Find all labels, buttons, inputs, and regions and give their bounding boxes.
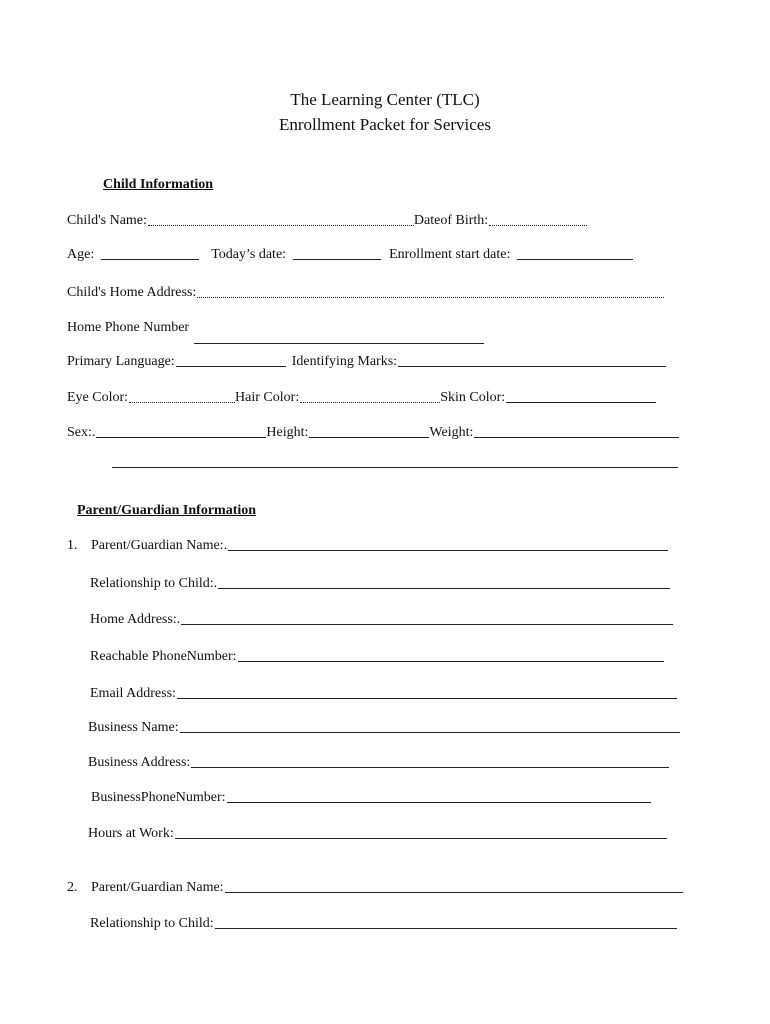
section-divider <box>112 467 678 468</box>
guardian1-business-phone-label: BusinessPhoneNumber: <box>91 790 226 805</box>
childs-name-field[interactable] <box>148 224 414 226</box>
age-label: Age: <box>67 247 95 262</box>
weight-label: Weight: <box>429 425 474 440</box>
guardian2-relationship-field[interactable] <box>215 927 677 929</box>
home-phone-field[interactable] <box>194 342 484 344</box>
age-field[interactable] <box>101 258 199 260</box>
enrollment-start-label: Enrollment start date: <box>389 247 511 262</box>
todays-date-field[interactable] <box>293 258 381 260</box>
guardian1-email-label: Email Address: <box>90 686 176 701</box>
guardian1-business-phone-row <box>91 790 651 806</box>
primary-language-label: Primary Language: <box>67 354 175 369</box>
guardian1-name-field[interactable] <box>228 549 668 551</box>
guardian1-hours-field[interactable] <box>175 837 667 839</box>
guardian1-business-name-field[interactable] <box>180 731 680 733</box>
dob-field[interactable] <box>489 224 587 226</box>
enrollment-start-field[interactable] <box>517 258 633 260</box>
eye-color-field[interactable] <box>129 401 235 403</box>
height-field[interactable] <box>309 436 429 438</box>
hair-color-label: Hair Color: <box>235 390 300 405</box>
guardian2-name-row <box>67 880 683 896</box>
hair-color-field[interactable] <box>300 401 440 403</box>
guardian1-relationship-row <box>90 576 670 592</box>
eye-color-label: Eye Color: <box>67 390 129 405</box>
guardian1-business-address-field[interactable] <box>191 766 669 768</box>
home-phone-row <box>67 320 484 336</box>
identifying-marks-label: Identifying Marks: <box>291 354 398 369</box>
skin-color-field[interactable] <box>506 401 656 403</box>
guardian2-name-label: Parent/Guardian Name: <box>91 880 224 895</box>
dob-label: Dateof Birth: <box>413 213 489 228</box>
guardian1-phone-label: Reachable PhoneNumber: <box>90 649 237 664</box>
guardian1-hours-row <box>88 826 667 842</box>
guardian1-number: 1. <box>67 538 78 553</box>
child-information-heading: Child Information <box>103 177 214 192</box>
child-name-row <box>67 213 587 229</box>
guardian1-hours-label: Hours at Work: <box>88 826 174 841</box>
guardian1-business-phone-field[interactable] <box>227 801 651 803</box>
child-address-row <box>67 285 664 301</box>
guardian1-home-address-label: Home Address:. <box>90 612 181 627</box>
sex-height-weight-row <box>67 425 679 441</box>
guardian1-relationship-label: Relationship to Child:. <box>90 576 218 591</box>
age-date-row <box>67 247 633 263</box>
child-home-address-field[interactable] <box>197 296 664 298</box>
guardian1-address-row <box>90 612 673 628</box>
sex-field[interactable] <box>96 436 266 438</box>
sex-label: Sex:. <box>67 425 96 440</box>
guardian2-name-field[interactable] <box>225 891 683 893</box>
weight-field[interactable] <box>474 436 679 438</box>
language-marks-row <box>67 354 666 370</box>
guardian1-email-field[interactable] <box>177 697 677 699</box>
document-subtitle: Enrollment Packet for Services <box>279 115 491 134</box>
skin-color-label: Skin Color: <box>440 390 506 405</box>
guardian1-relationship-field[interactable] <box>218 587 670 589</box>
guardian1-business-address-row <box>88 755 669 771</box>
guardian1-business-address-label: Business Address: <box>88 755 191 770</box>
identifying-marks-field[interactable] <box>398 365 666 367</box>
guardian1-business-name-row <box>88 720 680 736</box>
guardian1-home-address-field[interactable] <box>181 623 673 625</box>
height-label: Height: <box>266 425 309 440</box>
childs-name-label: Child's Name: <box>67 213 147 228</box>
parent-guardian-heading: Parent/Guardian Information <box>77 503 257 518</box>
primary-language-field[interactable] <box>176 365 286 367</box>
guardian1-name-row <box>67 538 668 554</box>
guardian1-email-row <box>90 686 677 702</box>
child-home-address-label: Child's Home Address: <box>67 285 197 300</box>
document-title: The Learning Center (TLC) <box>290 90 480 109</box>
guardian1-phone-row <box>90 649 664 665</box>
guardian1-name-label: Parent/Guardian Name:. <box>91 538 228 553</box>
guardian2-number: 2. <box>67 880 78 895</box>
home-phone-label: Home Phone Number <box>67 320 190 335</box>
guardian2-relationship-label: Relationship to Child: <box>90 916 214 931</box>
guardian2-relationship-row <box>90 916 677 932</box>
todays-date-label: Today’s date: <box>211 247 287 262</box>
eye-hair-skin-row <box>67 390 656 406</box>
guardian1-business-name-label: Business Name: <box>88 720 179 735</box>
guardian1-phone-field[interactable] <box>238 660 664 662</box>
